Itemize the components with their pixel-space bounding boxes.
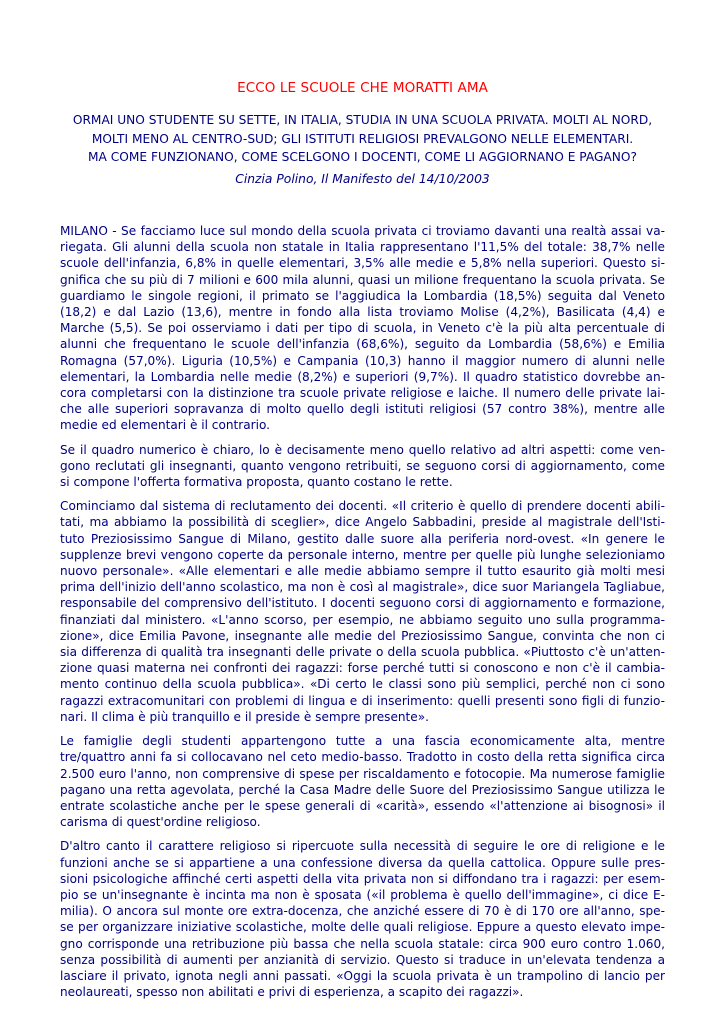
paragraph-line: neolaureati, spesso non abilitati e privi di esperienza, a scapito dei ragazzi». [60, 985, 524, 1000]
paragraph-line: sioni psicologiche affinché certi aspetti della vita privata non si diffondano tra i ragazzi: per esem- [60, 871, 665, 886]
article-paragraph [60, 223, 665, 434]
paragraph-line: Cominciamo dal sistema di reclutamento dei docenti. «Il criterio è quello di prendere docenti abili- [60, 499, 665, 514]
paragraph-line: gnifica che su più di 7 milioni e 600 mila alunni, quasi un milione frequentano la scuola privata. Se [60, 272, 665, 287]
subtitle-line: MOLTI MENO AL CENTRO-SUD; GLI ISTITUTI RELIGIOSI PREVALGONO NELLE ELEMENTARI. [91, 131, 634, 146]
paragraph-line: nari. Il clima è più tranquillo e il preside è sempre presente». [60, 709, 429, 724]
article-paragraph [60, 442, 665, 491]
article-paragraph [60, 838, 665, 1000]
paragraph-line: tre/quattro anni fa si collocavano nel ceto medio-basso. Tradotto in costo della retta significa circa [60, 750, 665, 765]
paragraph-line: medie ed elementari è il contrario. [60, 418, 271, 433]
paragraph-line: guardiamo le singole regioni, il primato se l'aggiudica la Lombardia (18,5%) seguita dal Veneto [60, 288, 665, 303]
paragraph-line: cora completarsi con la distinzione tra scuole private religiose e laiche. Il numero delle private lai- [60, 386, 665, 401]
paragraph-line: gono reclutati gli insegnanti, quanto vengono retribuiti, se seguono corsi di aggiornamento, come [60, 458, 665, 473]
paragraph-line: carisma di quest'ordine religioso. [60, 815, 261, 830]
paragraph-line: supplenze brevi vengono coperte da personale interno, mentre per quelle più lunghe selezioniamo [60, 547, 665, 562]
article-subtitle [60, 111, 665, 167]
paragraph-line: Marche (5,5). Se poi osserviamo i dati per tipo di scuola, in Veneto c'è la più alta percentuale di [60, 321, 665, 336]
paragraph-line: pio se un'insegnante è incinta ma non è sposata («il problema è quello dell'immagine», ci dice E- [60, 887, 665, 902]
paragraph-line: riegata. Gli alunni della scuola non statale in Italia rappresentano l'11,5% del totale: 38,7% nelle [60, 240, 665, 255]
paragraph-line: mento continuo della scuola pubblica». «Di certo le classi sono più semplici, perché non ci sono [60, 677, 665, 692]
paragraph-line: prima dell'inizio dell'anno scolastico, ma non è così al magistrale», dice suor Mariangela Tagliabue, [60, 580, 665, 595]
article-body [60, 223, 665, 1008]
paragraph-line: nuovo personale». «Alle elementari e alle medie abbiamo sempre il tutto esaurito già molti mesi [60, 564, 665, 579]
paragraph-line: lasciare il privato, ignota negli anni passati. «Oggi la scuola privata è un trampolino di lancio per [60, 968, 665, 983]
paragraph-line: che alle superiori sopravanza di molto quello degli istituti religiosi (57 contro 38%), mentre alle [60, 402, 665, 417]
paragraph-line: Se il quadro numerico è chiaro, lo è decisamente meno quello relativo ad altri aspetti: come ven- [60, 442, 665, 457]
paragraph-line: si compone l'offerta formativa proposta, quanto costano le rette. [60, 475, 453, 490]
paragraph-line: 2.500 euro l'anno, non comprensive di spese per riscaldamento e fotocopie. Ma numerose famiglie [60, 766, 665, 781]
paragraph-line: senza possibilità di aumenti per anzianità di servizio. Questo si traduce in un'elevata tendenza a [60, 952, 665, 967]
document-page [60, 0, 665, 1024]
article-paragraph [60, 498, 665, 725]
paragraph-line: D'altro canto il carattere religioso si ripercuote sulla necessità di seguire le ore di religione e le [60, 839, 665, 854]
paragraph-line: tuto Preziosissimo Sangue di Milano, gestito dalle suore alla periferia nord-ovest. «In genere le [60, 531, 665, 546]
paragraph-line: (18,2) e dal Lazio (13,6), mentre in fondo alla lista troviamo Molise (4,2%), Basilicata (4,4) e [60, 305, 665, 320]
paragraph-line: responsabile del comprensivo dell'istituto. I docenti seguono corsi di aggiornamento e formazione, [60, 596, 665, 611]
paragraph-line: scuole dell'infanzia, 6,8% in quelle elementari, 3,5% alle medie e 5,8% nella superiori. Questo si- [60, 256, 665, 271]
paragraph-line: zione quasi materna nei confronti dei ragazzi: forse perché tutti si conoscono e non c'è il cambia- [60, 661, 665, 676]
paragraph-line: se per organizzare iniziative scolastiche, molte delle quali religiose. Eppure a questo elevato impe- [60, 920, 665, 935]
paragraph-line: milia). O ancora sul monte ore extra-docenza, che anziché essere di 70 è di 170 ore all'anno, spe- [60, 904, 665, 919]
paragraph-line: elementari, la Lombardia nelle medie (8,2%) e superiori (9,7%). Il quadro statistico dovrebbe an- [60, 369, 665, 384]
paragraph-line: ragazzi extracomunitari con problemi di lingua e di inserimento: quelli presenti sono figli di funzio- [60, 693, 665, 708]
paragraph-line: entrate scolastiche anche per le spese generali di «carità», essendo «l'attenzione ai bisognosi» il [60, 798, 665, 813]
subtitle-line: ORMAI UNO STUDENTE SU SETTE, IN ITALIA, STUDIA IN UNA SCUOLA PRIVATA. MOLTI AL NORD, [72, 113, 653, 127]
paragraph-line: MILANO - Se facciamo luce sul mondo della scuola privata ci troviamo davanti una realtà assai va- [60, 224, 665, 238]
paragraph-line: Romagna (57,0%). Liguria (10,5%) e Campania (10,3) hanno il maggior numero di alunni nelle [60, 353, 665, 368]
paragraph-line: funzioni anche se si appartiene a una confessione diversa da quella cattolica. Oppure sulle pres- [60, 855, 665, 870]
paragraph-line: finanziati dal ministero. «L'anno scorso, per esempio, ne abbiamo seguito uno sulla programma- [60, 612, 665, 627]
paragraph-line: sia differenza di qualità tra insegnanti delle private o della scuola pubblica. «Piuttosto c'è un'atten- [60, 645, 665, 660]
article-paragraph [60, 733, 665, 830]
paragraph-line: zione», dice Emilia Pavone, insegnante alle medie del Preziosissimo Sangue, convinta che non ci [60, 628, 665, 643]
paragraph-line: tati, ma abbiamo la possibilità di sceglier», dice Angelo Sabbadini, preside al magistrale dell'Isti- [60, 515, 665, 530]
paragraph-line: pagano una retta agevolata, perché la Casa Madre delle Suore del Preziosissimo Sangue utilizza le [60, 782, 665, 797]
article-byline: Cinzia Polino, Il Manifesto del 14/10/2003 [235, 172, 490, 186]
paragraph-line: Le famiglie degli studenti appartengono tutte a una fascia economicamente alta, mentre [60, 734, 665, 749]
article-title: ECCO LE SCUOLE CHE MORATTI AMA [237, 80, 488, 96]
subtitle-line: MA COME FUNZIONANO, COME SCELGONO I DOCENTI, COME LI AGGIORNANO E PAGANO? [88, 150, 637, 164]
paragraph-line: alunni che frequentano le scuole dell'infanzia (68,6%), seguito da Lombardia (58,6%) e Emilia [60, 337, 665, 352]
paragraph-line: gno corrisponde una retribuzione più bassa che nella scuola statale: circa 900 euro contro 1.060, [60, 936, 665, 951]
